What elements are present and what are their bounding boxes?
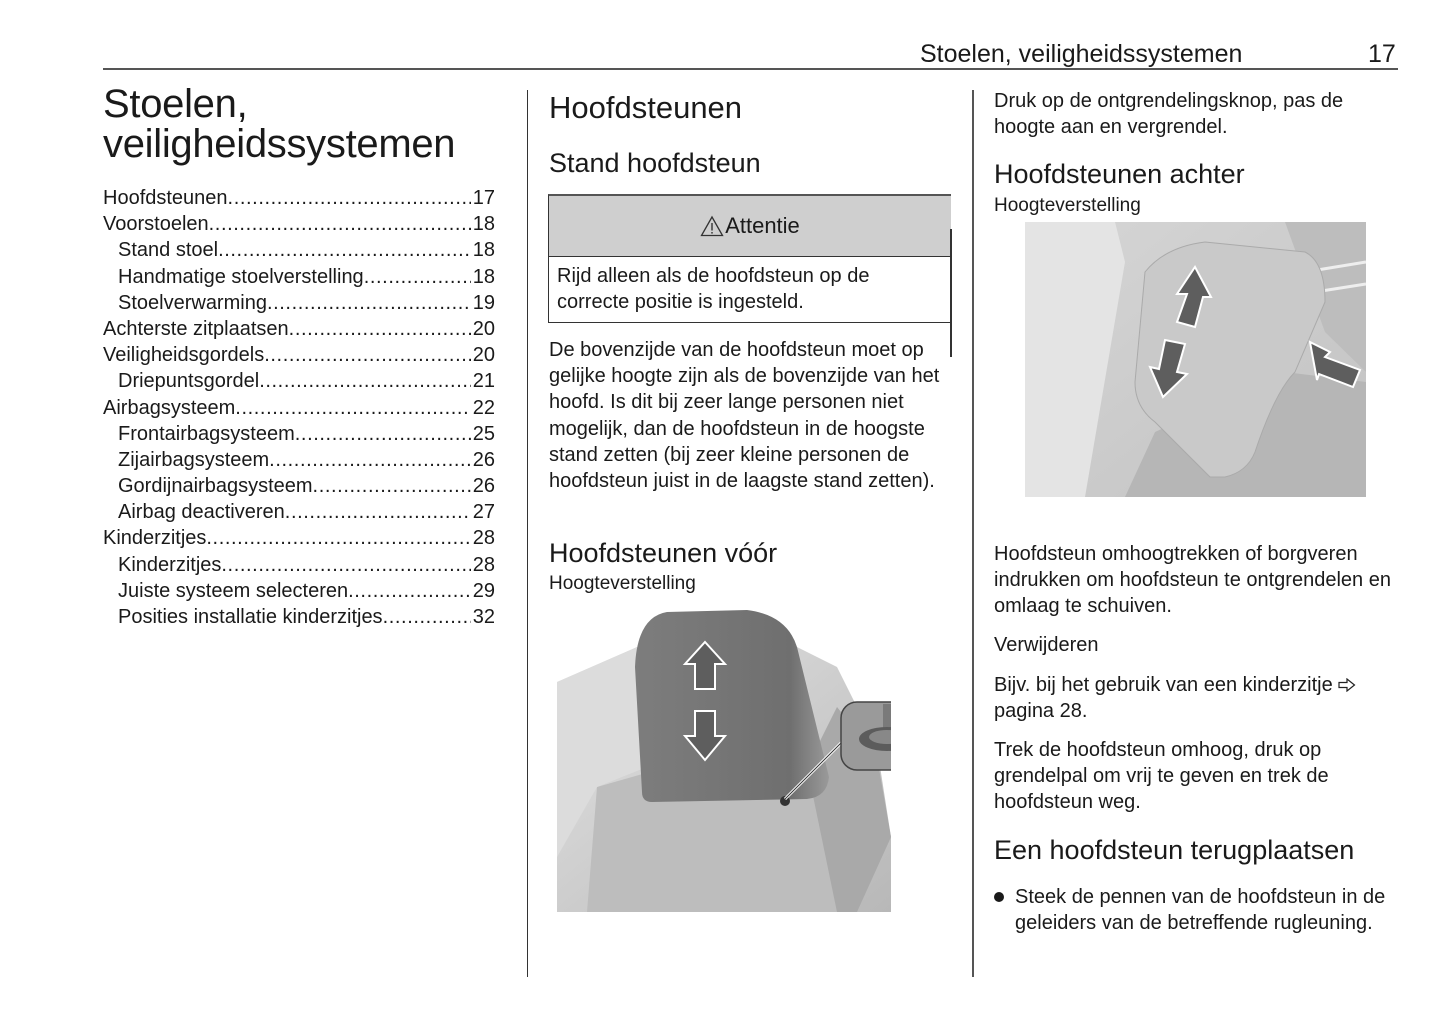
- toc-entry-label: Kinderzitjes: [103, 527, 207, 550]
- toc-leader-dots: [383, 604, 471, 630]
- toc-entry[interactable]: [103, 473, 495, 499]
- toc-entry[interactable]: [103, 264, 495, 290]
- toc-leader-dots: [206, 525, 470, 551]
- toc-entry-page: 25: [472, 422, 495, 445]
- sub-heading: Verwijderen: [994, 634, 1099, 656]
- toc-entry[interactable]: [103, 237, 495, 263]
- toc-entry-page: 18: [472, 239, 495, 262]
- toc-leader-dots: [267, 290, 471, 316]
- toc-entry-label: Voorstoelen: [103, 213, 209, 236]
- running-header-title: Stoelen, veiligheidssystemen: [920, 40, 1243, 68]
- toc-entry-page: 20: [472, 344, 495, 367]
- rear-headrest-illustration: [1025, 222, 1366, 497]
- subsection-heading: Een hoofdsteun terugplaatsen: [994, 835, 1355, 865]
- toc-leader-dots: [259, 368, 471, 394]
- toc-leader-dots: [264, 342, 471, 368]
- toc-entry[interactable]: [103, 578, 495, 604]
- toc-entry-label: Kinderzitjes: [118, 553, 222, 576]
- toc-leader-dots: [348, 578, 471, 604]
- body-paragraph: [994, 672, 1404, 724]
- toc-leader-dots: [235, 395, 470, 421]
- bullet-list-item: [994, 884, 1394, 936]
- toc-entry-label: Handmatige stoelverstelling: [118, 265, 364, 288]
- chapter-title: [103, 84, 455, 164]
- toc-entry-page: 32: [472, 606, 495, 628]
- toc-entry-page: 26: [472, 475, 495, 498]
- toc-leader-dots: [228, 185, 471, 211]
- front-headrest-illustration: [557, 607, 891, 912]
- toc-entry-page: 21: [472, 370, 495, 393]
- toc-entry[interactable]: [103, 185, 495, 211]
- toc-entry-label: Gordijnairbagsysteem: [118, 475, 313, 498]
- page-reference-link[interactable]: pagina 28.: [994, 700, 1088, 723]
- warning-title: Attentie: [725, 213, 800, 238]
- toc-entry-page: 28: [472, 527, 495, 550]
- warning-text: Rijd alleen als de hoofdsteun op de correcte positie is ingesteld.: [557, 265, 870, 313]
- toc-entry[interactable]: [103, 342, 495, 368]
- toc-entry-page: 26: [472, 448, 495, 471]
- toc-entry-label: Stoelverwarming: [118, 291, 267, 314]
- toc-entry-label: Driepuntsgordel: [118, 370, 260, 393]
- toc-entry-label: Airbag deactiveren: [118, 501, 285, 524]
- toc-entry-label: Frontairbagsysteem: [118, 422, 295, 445]
- toc-entry-page: 19: [472, 291, 495, 314]
- toc-entry[interactable]: [103, 447, 495, 473]
- warning-header: [549, 196, 951, 257]
- body-paragraph: Trek de hoofdsteun omhoog, druk op grendelpal om vrij te geven en trek de hoofdsteun weg.: [994, 739, 1329, 814]
- toc-entry[interactable]: [103, 499, 495, 525]
- toc-entry-label: Veiligheidsgordels: [103, 344, 265, 367]
- warning-box: [548, 194, 951, 323]
- toc-entry-page: 27: [472, 501, 495, 524]
- toc-entry-page: 18: [472, 213, 495, 236]
- toc-entry[interactable]: [103, 604, 495, 630]
- toc-entry[interactable]: [103, 525, 495, 551]
- toc-entry-page: 29: [472, 579, 495, 602]
- chapter-title-line2: veiligheidssystemen: [103, 122, 456, 166]
- toc-entry[interactable]: [103, 316, 495, 342]
- toc-entry-label: Achterste zitplaatsen: [103, 317, 289, 340]
- toc-entry-label: Juiste systeem selecteren: [118, 579, 349, 602]
- toc-leader-dots: [269, 447, 471, 473]
- body-paragraph: Druk op de ontgrendelingsknop, pas de hoogte aan en vergrendel.: [994, 90, 1344, 139]
- toc-entry-label: Airbagsysteem: [103, 396, 236, 419]
- subsection-heading: Hoofdsteunen vóór: [549, 538, 778, 568]
- column-divider: [972, 90, 974, 977]
- toc-entry-page: 22: [472, 396, 495, 419]
- paragraph-text: Bijv. bij het gebruik van een kinderzitje: [994, 674, 1333, 696]
- toc-entry-page: 28: [472, 553, 495, 576]
- toc-entry-label: Hoofdsteunen: [103, 187, 228, 209]
- page-number: 17: [1368, 40, 1396, 68]
- toc-entry-label: Posities installatie kinderzitjes: [118, 606, 383, 628]
- body-paragraph: Hoofdsteun omhoogtrekken of borgveren indrukken om hoofdsteun te ontgrendelen en omlaag te schuiven.: [994, 543, 1391, 618]
- toc-entry[interactable]: [103, 290, 495, 316]
- bullet-icon: [994, 892, 1004, 902]
- toc-leader-dots: [295, 421, 471, 447]
- toc-leader-dots: [364, 264, 471, 290]
- toc-entry-page: 17: [472, 187, 495, 209]
- header-rule: [103, 68, 1398, 70]
- toc-leader-dots: [289, 316, 471, 342]
- toc-entry-label: Stand stoel: [118, 239, 219, 262]
- chapter-title-line1: Stoelen,: [103, 82, 248, 126]
- column-divider: [527, 90, 528, 977]
- table-of-contents: [103, 185, 495, 630]
- toc-entry[interactable]: [103, 552, 495, 578]
- toc-leader-dots: [209, 211, 471, 237]
- warning-triangle-icon: [700, 215, 724, 237]
- subsection-heading: Stand hoofdsteun: [549, 148, 761, 178]
- toc-entry-label: Zijairbagsysteem: [118, 448, 270, 471]
- toc-entry-page: 20: [472, 317, 495, 340]
- sub-heading: Hoogteverstelling: [549, 573, 696, 594]
- toc-leader-dots: [218, 237, 471, 263]
- bullet-text: Steek de pennen van de hoofdsteun in de geleiders van de betreffende rugleuning.: [1015, 886, 1386, 935]
- page-reference-arrow-icon: [1338, 673, 1356, 687]
- body-paragraph: De bovenzijde van de hoofdsteun moet op gelijke hoogte zijn als de bovenzijde van het hoofd. Is dit bij zeer lange personen niet mogelijk, dan de hoofdsteun in de hoogste stand zetten (bij zeer kleine personen de hoofdsteun juist in de laagste stand zetten).: [549, 339, 940, 493]
- toc-leader-dots: [313, 473, 471, 499]
- sub-heading: Hoogteverstelling: [994, 195, 1141, 216]
- toc-entry[interactable]: [103, 421, 495, 447]
- toc-entry[interactable]: [103, 368, 495, 394]
- toc-leader-dots: [221, 552, 470, 578]
- toc-entry[interactable]: [103, 211, 495, 237]
- toc-leader-dots: [285, 499, 471, 525]
- section-heading: Hoofdsteunen: [549, 90, 743, 125]
- toc-entry[interactable]: [103, 395, 495, 421]
- toc-entry-page: 18: [472, 265, 495, 288]
- subsection-heading: Hoofdsteunen achter: [994, 159, 1245, 189]
- warning-box-border: [950, 229, 952, 357]
